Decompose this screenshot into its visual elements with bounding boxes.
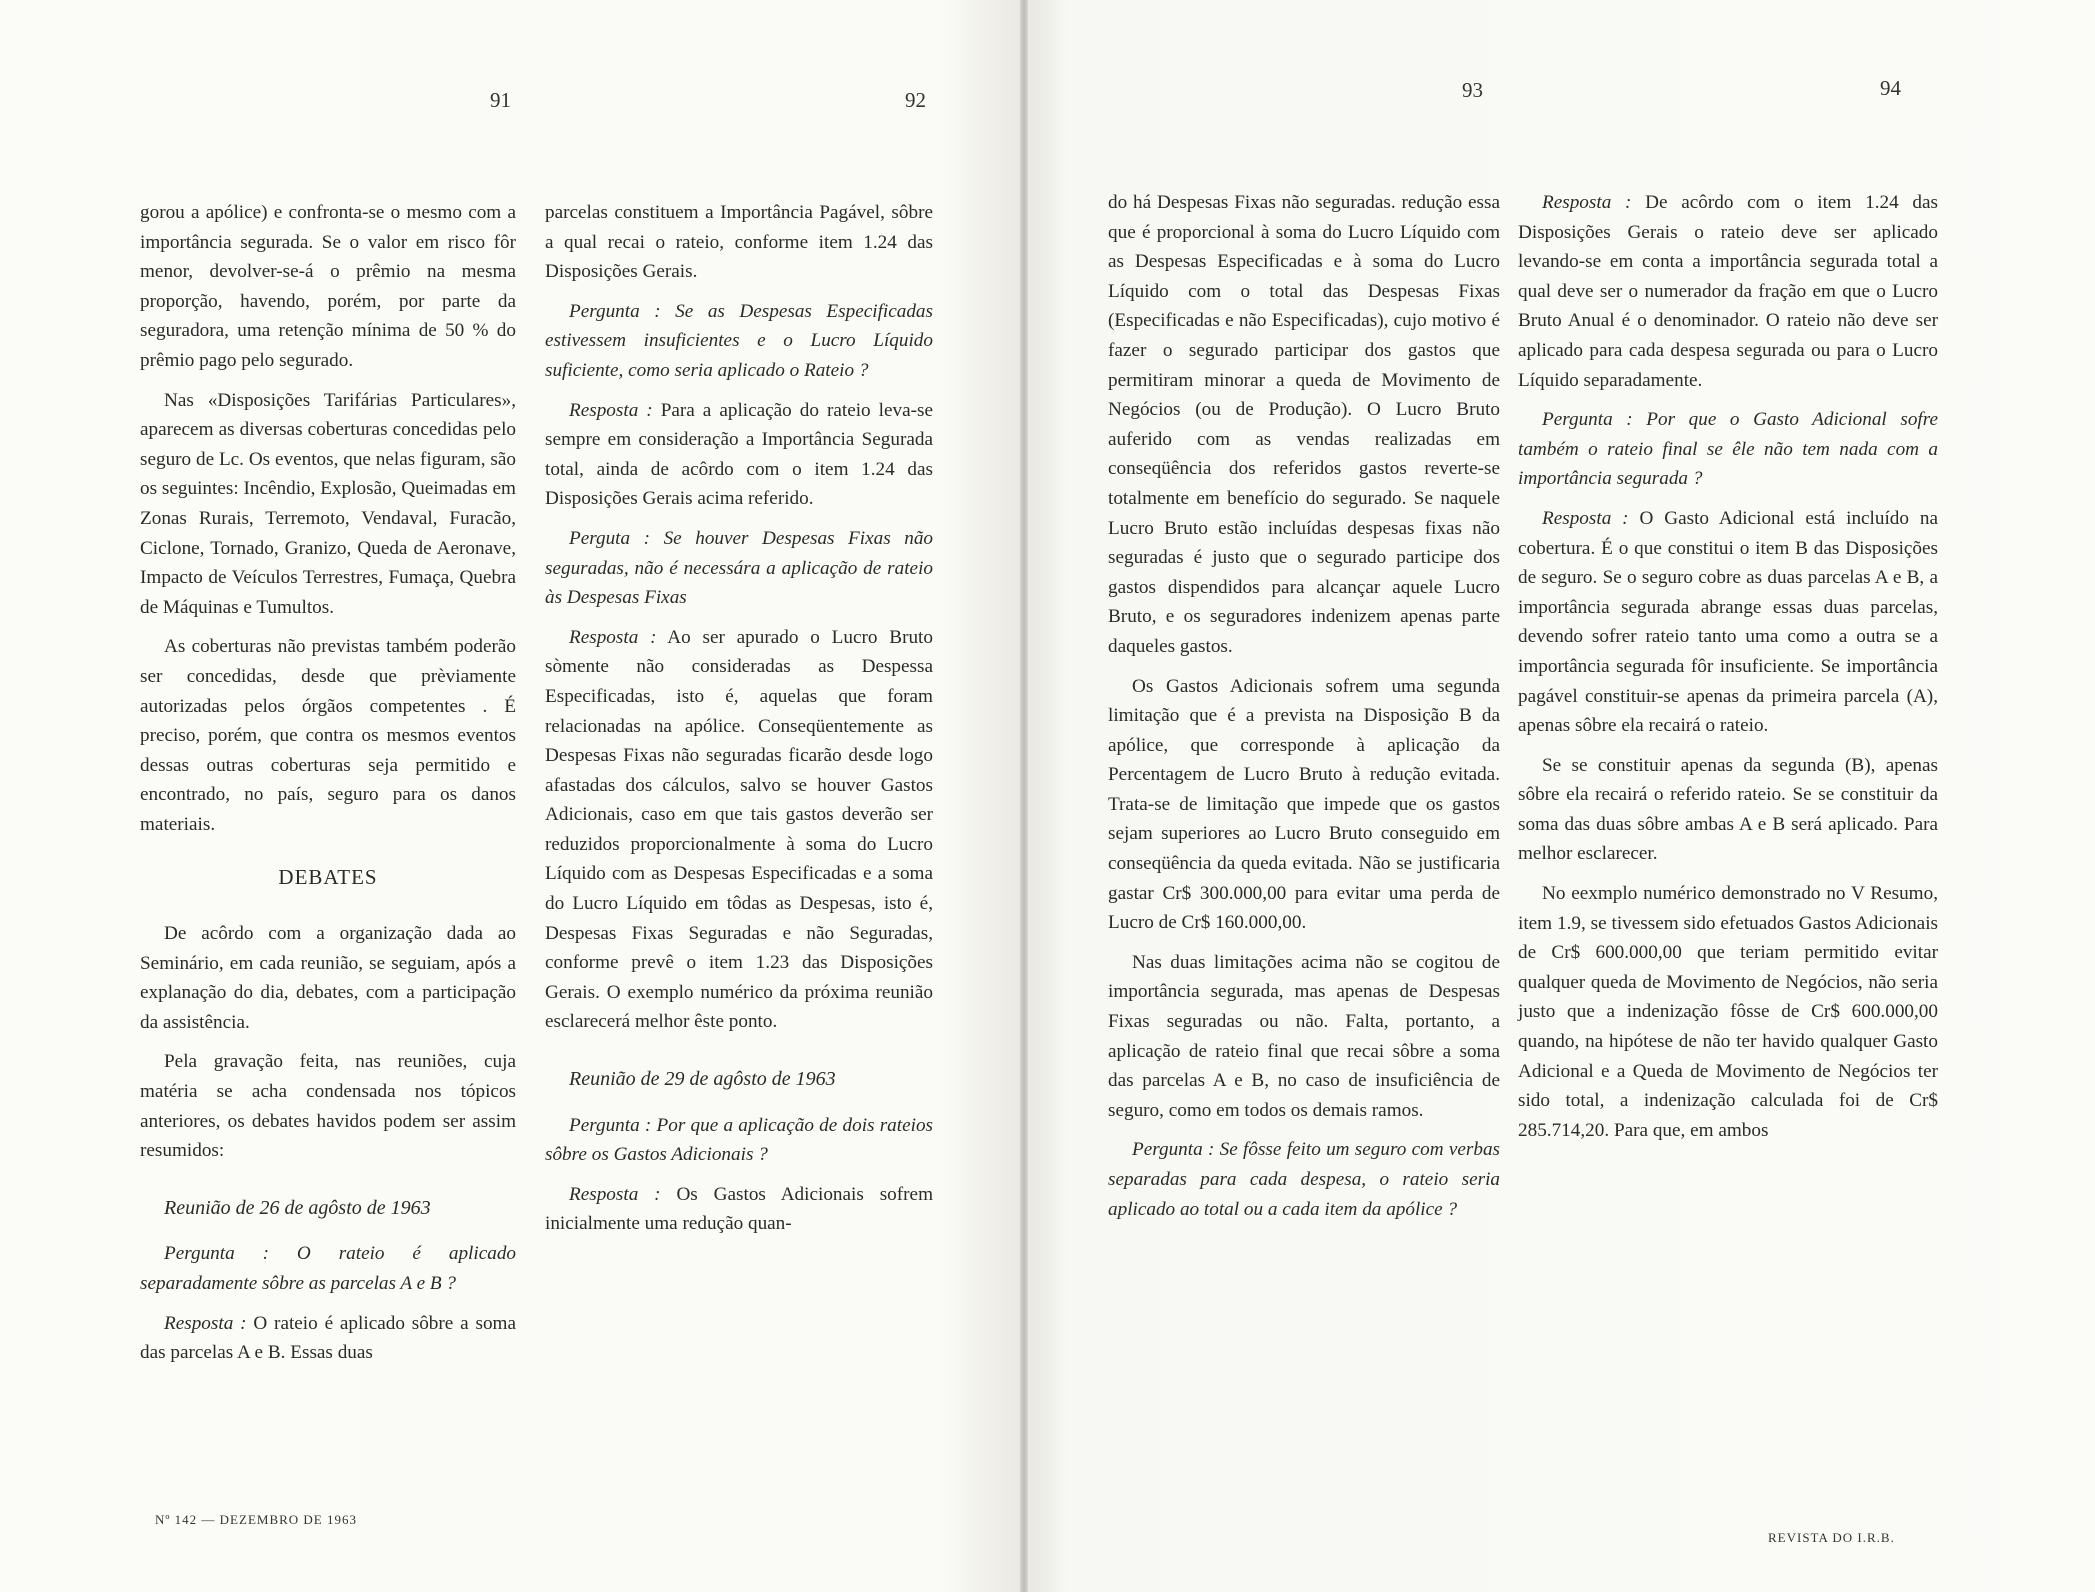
page-number-91: 91 (490, 88, 511, 112)
p91-paragraph-5: Pela gravação feita, nas reuniões, cuja matéria se acha condensada nos tópicos anteriores, os debates havidos podem ser assim resumidos: (140, 1051, 516, 1162)
footer-journal-name: REVISTA DO I.R.B. (1768, 1530, 1895, 1545)
answer-text: Ao ser apurado o Lucro Bruto sòmente não consideradas as Despessa Especificadas, isto é, aquelas que foram relacionadas na apólice. Conseqüentemente as Despesas Fixas não seguradas ficarão desde logo afastadas dos cálculos, salvo se houver Gastos Adicionais, caso em que tais gastos deverão ser reduzidos proporcionalmente à soma do Lucro Líquido com as Despesas Especificadas e a soma do Lucro Líquido em tôdas as Despesas, isto é, Despesas Fixas Seguradas e não Seguradas, conforme prevê o item 1.23 das Disposições Gerais. O exemplo numérico da próxima reunião esclarecerá melhor êste ponto. (545, 626, 933, 1033)
p92-answer-3 (545, 1180, 933, 1239)
p94-question-2 (1518, 405, 1938, 494)
answer-text: O Gasto Adicional está incluído na cobertura. É o que constitui o item B das Disposições de seguro. Se o seguro cobre as duas parcelas A e B, a importância segurada abrange essas duas parcelas, devendo sofrer rateio tanto uma como a outra se a importância segurada fôr insuficiente. Se importância pagável constituir-se apenas da primeira parcela (A), apenas sôbre ela recairá o rateio. (1518, 507, 1938, 737)
page-number-94: 94 (1880, 76, 1901, 100)
p92-answer-2 (545, 623, 933, 1037)
meeting-date-26-aug: Reunião de 26 de agôsto de 1963 (164, 1196, 431, 1219)
p92-question-1 (545, 297, 933, 386)
answer-label: Resposta : (569, 1183, 661, 1205)
p93-paragraph-1: do há Despesas Fixas não seguradas. redução essa que é proporcional à soma do Lucro Líquido com as Despesas Especificadas e à soma do Lucro Líquido com o total das Despesas Fixas (Especificadas e não Especificadas), cujo motivo é fazer o segurado participar dos gastos que permitiram minorar a queda de Movimento de Negócios (ou de Produção). O Lucro Bruto auferido com as vendas realizadas em conseqüência dos referidos gastos reverte-se totalmente em benefício do segurado. Se naquele Lucro Bruto estão incluídas despesas fixas não seguradas é justo que o segurado participe dos gastos dispendidos para alcançar aquele Lucro Bruto, e os seguradores indenizem apenas parte daqueles gastos. (1108, 192, 1500, 657)
p91-paragraph-3: As coberturas não previstas também poderão ser concedidas, desde que prèviamente autorizadas pelos órgãos competentes . É preciso, porém, que contra os mesmos eventos dessas outras coberturas seja permitido e encontrado, no país, seguro para os danos materiais. (140, 636, 516, 835)
question-label: Pergunta : (569, 1114, 652, 1136)
answer-text: Para a aplicação do rateio leva-se sempre em consideração a Importância Segurada total, ainda de acôrdo com o item 1.24 das Disposições Gerais acima referido. (545, 399, 933, 510)
p93-paragraph-2: Os Gastos Adicionais sofrem uma segunda limitação que é a prevista na Disposição B da apólice, que corresponde à aplicação da Percentagem de Lucro Bruto à redução evitada. Trata-se de limitação que impede que os gastos sejam superiores ao Lucro Bruto conseguido em conseqüência da queda evitada. Não se justificaria gastar Cr$ 300.000,00 para evitar uma perda de Lucro de Cr$ 160.000,00. (1108, 675, 1500, 934)
p91-paragraph-2: Nas «Disposições Tarifárias Particulares», aparecem as diversas coberturas concedidas pelo seguro de Lc. Os eventos, que nelas figuram, são os seguintes: Incêndio, Explosão, Queimadas em Zonas Rurais, Terremoto, Vendaval, Furacão, Ciclone, Tornado, Granizo, Queda de Aeronave, Impacto de Veículos Terrestres, Fumaça, Quebra de Máquinas e Tumultos. (140, 389, 516, 618)
question-label: Perguta : (569, 527, 651, 549)
p92-question-2 (545, 524, 933, 613)
p94-paragraph-1: Se se constituir apenas da segunda (B), apenas sôbre ela recairá o referido rateio. Se se constituir da soma das duas sôbre ambas A e B será aplicado. Para melhor esclarecer. (1518, 754, 1938, 865)
question-label: Pergunta : (569, 300, 661, 322)
p94-paragraph-2: No eexmplo numérico demonstrado no V Resumo, item 1.9, se tivessem sido efetuados Gastos Adicionais de Cr$ 600.000,00 que teriam permitido evitar qualquer queda de Movimento de Negócios, não seria justo que a indenização fôsse de Cr$ 600.000,00 quando, na hipótese de não ter havido qualquer Gasto Adicional e a Queda de Movimento de Negócios ter sido total, a indenização calculada foi de Cr$ 285.714,20. Para que, em ambos (1518, 883, 1938, 1141)
question-text: Por que o Gasto Adicional sofre também o rateio final se êle não tem nada com a importância segurada ? (1518, 409, 1939, 490)
p94-answer-2 (1518, 504, 1938, 741)
page-91-column (140, 198, 516, 1378)
question-text: O rateio é aplicado separadamente sôbre as parcelas A e B ? (140, 1243, 517, 1294)
question-label: Pergunta : (164, 1243, 269, 1265)
p91-answer-1 (140, 1309, 516, 1368)
question-text: Se fôsse feito um seguro com verbas separadas para cada despesa, o rateio seria aplicado ao total ou a cada item da apólice ? (1108, 1139, 1500, 1220)
answer-label: Resposta : (1542, 507, 1629, 529)
p91-question-1 (140, 1239, 516, 1298)
answer-label: Resposta : (1542, 192, 1632, 213)
p92-question-3 (545, 1111, 933, 1170)
page-92-column (545, 198, 933, 1249)
p92-paragraph-1: parcelas constituem a Importância Pagável, sôbre a qual recai o rateio, conforme item 1.24 das Disposições Gerais. (545, 202, 933, 283)
answer-text: De acôrdo com o item 1.24 das Disposições Gerais o rateio deve ser aplicado levando-se em conta a importância segurada total a qual deve ser o numerador da fração em que o Lucro Bruto Anual é o denominador. O rateio não deve ser aplicado para cada despesa segurada ou para o Lucro Líquido separadamente. (1518, 192, 1938, 391)
footer-issue-date: Nº 142 — DEZEMBRO DE 1963 (155, 1512, 357, 1527)
question-text: Se as Despesas Especificadas estivessem insuficientes e o Lucro Líquido suficiente, como seria aplicado o Rateio ? (545, 300, 933, 381)
page-93-column (1108, 188, 1500, 1234)
answer-label: Resposta : (164, 1312, 247, 1334)
p91-paragraph-4: De acôrdo com a organização dada ao Seminário, em cada reunião, se seguiam, após a explanação do dia, debates, com a participação da assistência. (140, 923, 516, 1033)
p93-question-1 (1108, 1135, 1500, 1224)
question-label: Pergunta : (1542, 409, 1633, 431)
answer-label: Resposta : (569, 399, 653, 421)
question-label: Pergunta : (1132, 1139, 1215, 1161)
answer-text: Os Gastos Adicionais sofrem inicialmente uma redução quan- (545, 1183, 933, 1235)
page-number-93: 93 (1462, 78, 1483, 102)
meeting-date-29-aug: Reunião de 29 de agôsto de 1963 (569, 1068, 836, 1091)
page-number-92: 92 (905, 88, 926, 112)
p94-answer-1 (1518, 188, 1938, 395)
answer-label: Resposta : (569, 626, 657, 648)
question-text: Por que a aplicação de dois rateios sôbre os Gastos Adicionais ? (545, 1114, 934, 1166)
answer-text: O rateio é aplicado sôbre a soma das parcelas A e B. Essas duas (140, 1312, 516, 1364)
p93-paragraph-3: Nas duas limitações acima não se cogitou de importância segurada, mas apenas de Despesas Fixas seguradas ou não. Falta, portanto, a aplicação de rateio final que recai sôbre a soma das parcelas A e B, no caso de insuficiência de seguro, como em todos os demais ramos. (1108, 951, 1500, 1121)
p92-answer-1 (545, 396, 933, 514)
book-gutter (1020, 0, 1028, 1592)
question-text: Se houver Despesas Fixas não seguradas, não é necessára a aplicação de rateio às Despesas Fixas (545, 527, 934, 609)
page-94-column (1518, 188, 1938, 1155)
debates-heading: DEBATES (278, 865, 378, 890)
p91-paragraph-1: gorou a apólice) e confronta-se o mesmo com a importância segurada. Se o valor em risco fôr menor, devolver-se-á o prêmio na mesma proporção, havendo, porém, por parte da seguradora, uma retenção mínima de 50 % do prêmio pago pelo segurado. (140, 202, 516, 371)
